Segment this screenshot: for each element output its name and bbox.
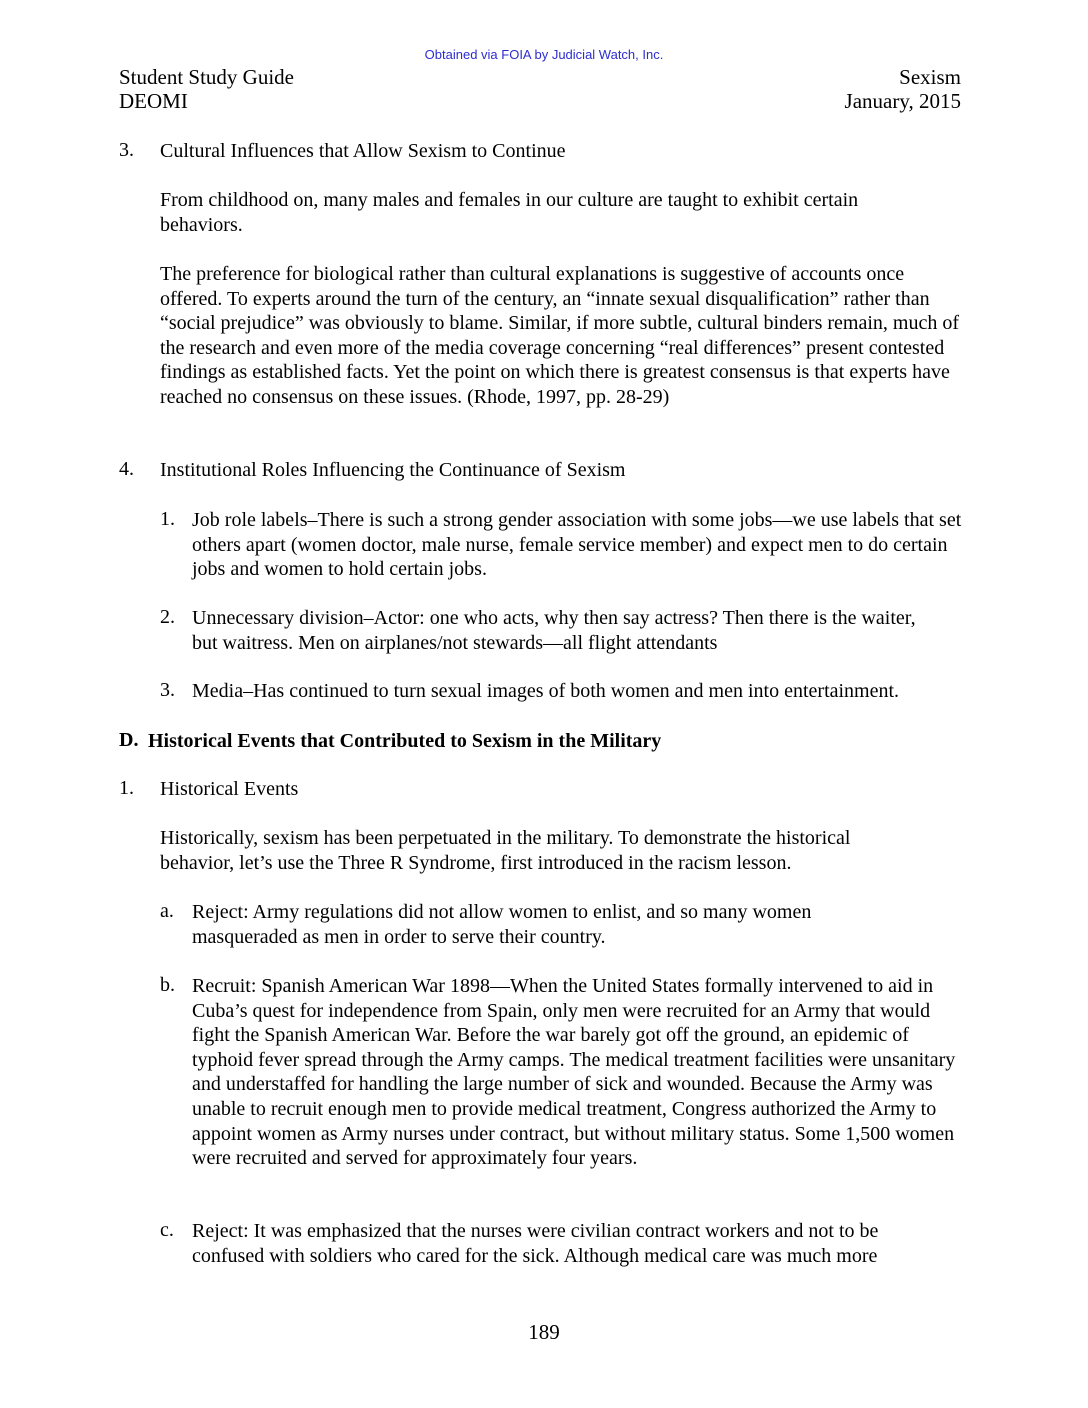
list-item-recruit-b: Recruit: Spanish American War 1898—When the United States formally intervened to aid in Cuba’s quest for independence from Spain, only men were recruited for an Army that would fight the Spanish American War. Before the war barely got off the ground, an epidemic of typhoid fever spread through the Army camps. The medical treatment facilities were unsanitary and understaffed for handling the large number of sick and wounded. Because the Army was unable to recruit enough men to provide medical treatment, Congress authorized the Army to appoint women as Army nurses under contract, but without military status. Some 1,500 women were recruited and served for approximately four years. xyxy=(192,975,956,1170)
list-item-unnecessary-division: Unnecessary division–Actor: one who acts, why then say actress? Then there is the waiter, but waitress. Men on airplanes/not stewards—all flight attendants xyxy=(192,607,916,654)
list-item-letter: b. xyxy=(160,974,175,996)
subsection-1-paragraph: Historically, sexism has been perpetuated in the military. To demonstrate the historical behavior, let’s use the Three R Syndrome, first introduced in the racism lesson. xyxy=(160,827,851,874)
page-number: 189 xyxy=(528,1320,560,1344)
list-item-media: Media–Has continued to turn sexual images of both women and men into entertainment. xyxy=(192,680,900,702)
section-3-paragraph-1: From childhood on, many males and females in our culture are taught to exhibit certain behaviors. xyxy=(160,189,859,236)
header-doc-title: Student Study Guide xyxy=(119,65,295,89)
list-item-letter: c. xyxy=(160,1219,174,1241)
foia-watermark: Obtained via FOIA by Judicial Watch, Inc. xyxy=(424,47,664,62)
header-date: January, 2015 xyxy=(844,89,961,113)
list-item-number: 2. xyxy=(160,606,175,628)
header-right xyxy=(845,65,961,113)
header-left xyxy=(119,65,294,113)
list-item-number: 3. xyxy=(160,679,175,701)
section-d-title: Historical Events that Contributed to Sexism in the Military xyxy=(148,730,662,752)
header-topic: Sexism xyxy=(899,65,961,89)
section-d-letter: D. xyxy=(119,729,139,751)
list-item-job-role-labels: Job role labels–There is such a strong gender association with some jobs—we use labels that set others apart (women doctor, male nurse, female service member) and expect men to do certain jobs and women to hold certain jobs. xyxy=(192,509,962,581)
section-4-title: Institutional Roles Influencing the Continuance of Sexism xyxy=(160,459,626,481)
list-item-reject-a: Reject: Army regulations did not allow women to enlist, and so many women masqueraded as men in order to serve their country. xyxy=(192,901,812,948)
section-3-title: Cultural Influences that Allow Sexism to Continue xyxy=(160,140,566,162)
section-3-paragraph-2: The preference for biological rather than cultural explanations is suggestive of accounts once offered. To experts around the turn of the century, an “innate sexual disqualification” rather than “social prejudice” was obviously to blame. Similar, if more subtle, cultural binders remain, much of the research and even more of the media coverage concerning “real differences” present contested findings as established facts. Yet the point on which there is greatest consensus is that experts have reached no consensus on these issues. (Rhode, 1997, pp. 28-29) xyxy=(160,263,959,408)
header-org: DEOMI xyxy=(119,89,188,113)
subsection-1-title: Historical Events xyxy=(160,778,299,800)
subsection-1-number: 1. xyxy=(119,777,134,799)
list-item-letter: a. xyxy=(160,900,174,922)
list-item-reject-c: Reject: It was emphasized that the nurses were civilian contract workers and not to be confused with soldiers who cared for the sick. Although medical care was much more xyxy=(192,1220,879,1267)
section-4-number: 4. xyxy=(119,458,134,480)
section-3-number: 3. xyxy=(119,139,134,161)
list-item-number: 1. xyxy=(160,508,175,530)
